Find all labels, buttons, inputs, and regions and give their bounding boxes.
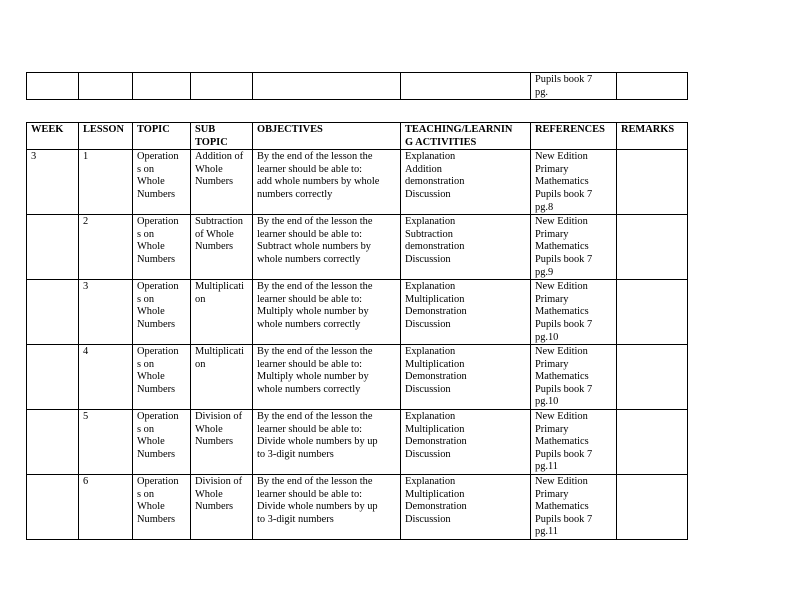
cell-lesson: 3 — [79, 280, 133, 345]
table-row — [27, 73, 688, 100]
cell-references: New Edition Primary Mathematics Pupils book 7 pg.10 — [531, 345, 617, 410]
cell-week — [27, 345, 79, 410]
cell-objectives: By the end of the lesson the learner should be able to: Multiply whole number by whole numbers correctly — [253, 280, 401, 345]
cell-lesson: 2 — [79, 215, 133, 280]
table-row — [27, 215, 688, 280]
table-row — [27, 280, 688, 345]
cell-references: New Edition Primary Mathematics Pupils book 7 pg.10 — [531, 280, 617, 345]
cell-sub-topic: Division of Whole Numbers — [191, 475, 253, 540]
table-row — [27, 150, 688, 215]
cell-objectives: By the end of the lesson the learner should be able to: Subtract whole numbers by whole numbers correctly — [253, 215, 401, 280]
cell-activities: Explanation Subtraction demonstration Discussion — [401, 215, 531, 280]
cell-sub-topic: Multiplicati on — [191, 345, 253, 410]
cell-sub-topic: Division of Whole Numbers — [191, 410, 253, 475]
cell-topic: Operation s on Whole Numbers — [133, 410, 191, 475]
cell-week — [27, 215, 79, 280]
cell-week: 3 — [27, 150, 79, 215]
cell-activities: Explanation Addition demonstration Discussion — [401, 150, 531, 215]
scheme-of-work-table — [26, 122, 688, 540]
header-sub-topic: SUB TOPIC — [191, 123, 253, 150]
cell-lesson: 6 — [79, 475, 133, 540]
cell-sub-topic: Addition of Whole Numbers — [191, 150, 253, 215]
cell-references: New Edition Primary Mathematics Pupils book 7 pg.8 — [531, 150, 617, 215]
cell-sub-topic — [191, 73, 253, 100]
cell-lesson: 5 — [79, 410, 133, 475]
table-row — [27, 475, 688, 540]
cell-lesson: 4 — [79, 345, 133, 410]
cell-objectives: By the end of the lesson the learner should be able to: Divide whole numbers by up to 3-digit numbers — [253, 475, 401, 540]
header-objectives: OBJECTIVES — [253, 123, 401, 150]
cell-topic — [133, 73, 191, 100]
header-lesson: LESSON — [79, 123, 133, 150]
header-references: REFERENCES — [531, 123, 617, 150]
header-remarks: REMARKS — [617, 123, 688, 150]
cell-objectives: By the end of the lesson the learner should be able to: Multiply whole number by whole numbers correctly — [253, 345, 401, 410]
cell-lesson: 1 — [79, 150, 133, 215]
cell-remarks — [617, 410, 688, 475]
cell-objectives: By the end of the lesson the learner should be able to: Divide whole numbers by up to 3-digit numbers — [253, 410, 401, 475]
cell-references: Pupils book 7 pg. — [531, 73, 617, 100]
cell-remarks — [617, 73, 688, 100]
cell-topic: Operation s on Whole Numbers — [133, 215, 191, 280]
cell-activities — [401, 73, 531, 100]
cell-remarks — [617, 150, 688, 215]
cell-week — [27, 410, 79, 475]
cell-activities: Explanation Multiplication Demonstration Discussion — [401, 475, 531, 540]
cell-activities: Explanation Multiplication Demonstration Discussion — [401, 280, 531, 345]
header-topic: TOPIC — [133, 123, 191, 150]
cell-week — [27, 280, 79, 345]
cell-remarks — [617, 345, 688, 410]
cell-sub-topic: Multiplicati on — [191, 280, 253, 345]
cell-topic: Operation s on Whole Numbers — [133, 280, 191, 345]
previous-page-table — [26, 72, 688, 100]
cell-objectives: By the end of the lesson the learner should be able to: add whole numbers by whole numbers correctly — [253, 150, 401, 215]
cell-references: New Edition Primary Mathematics Pupils book 7 pg.9 — [531, 215, 617, 280]
cell-remarks — [617, 215, 688, 280]
table-row — [27, 410, 688, 475]
cell-topic: Operation s on Whole Numbers — [133, 475, 191, 540]
cell-remarks — [617, 475, 688, 540]
table-row — [27, 345, 688, 410]
cell-activities: Explanation Multiplication Demonstration Discussion — [401, 410, 531, 475]
table-header-row — [27, 123, 688, 150]
cell-remarks — [617, 280, 688, 345]
cell-objectives — [253, 73, 401, 100]
cell-week — [27, 475, 79, 540]
cell-lesson — [79, 73, 133, 100]
cell-references: New Edition Primary Mathematics Pupils book 7 pg.11 — [531, 410, 617, 475]
cell-topic: Operation s on Whole Numbers — [133, 150, 191, 215]
cell-activities: Explanation Multiplication Demonstration Discussion — [401, 345, 531, 410]
cell-references: New Edition Primary Mathematics Pupils book 7 pg.11 — [531, 475, 617, 540]
header-week: WEEK — [27, 123, 79, 150]
header-activities: TEACHING/LEARNIN G ACTIVITIES — [401, 123, 531, 150]
cell-sub-topic: Subtraction of Whole Numbers — [191, 215, 253, 280]
cell-topic: Operation s on Whole Numbers — [133, 345, 191, 410]
cell-week — [27, 73, 79, 100]
